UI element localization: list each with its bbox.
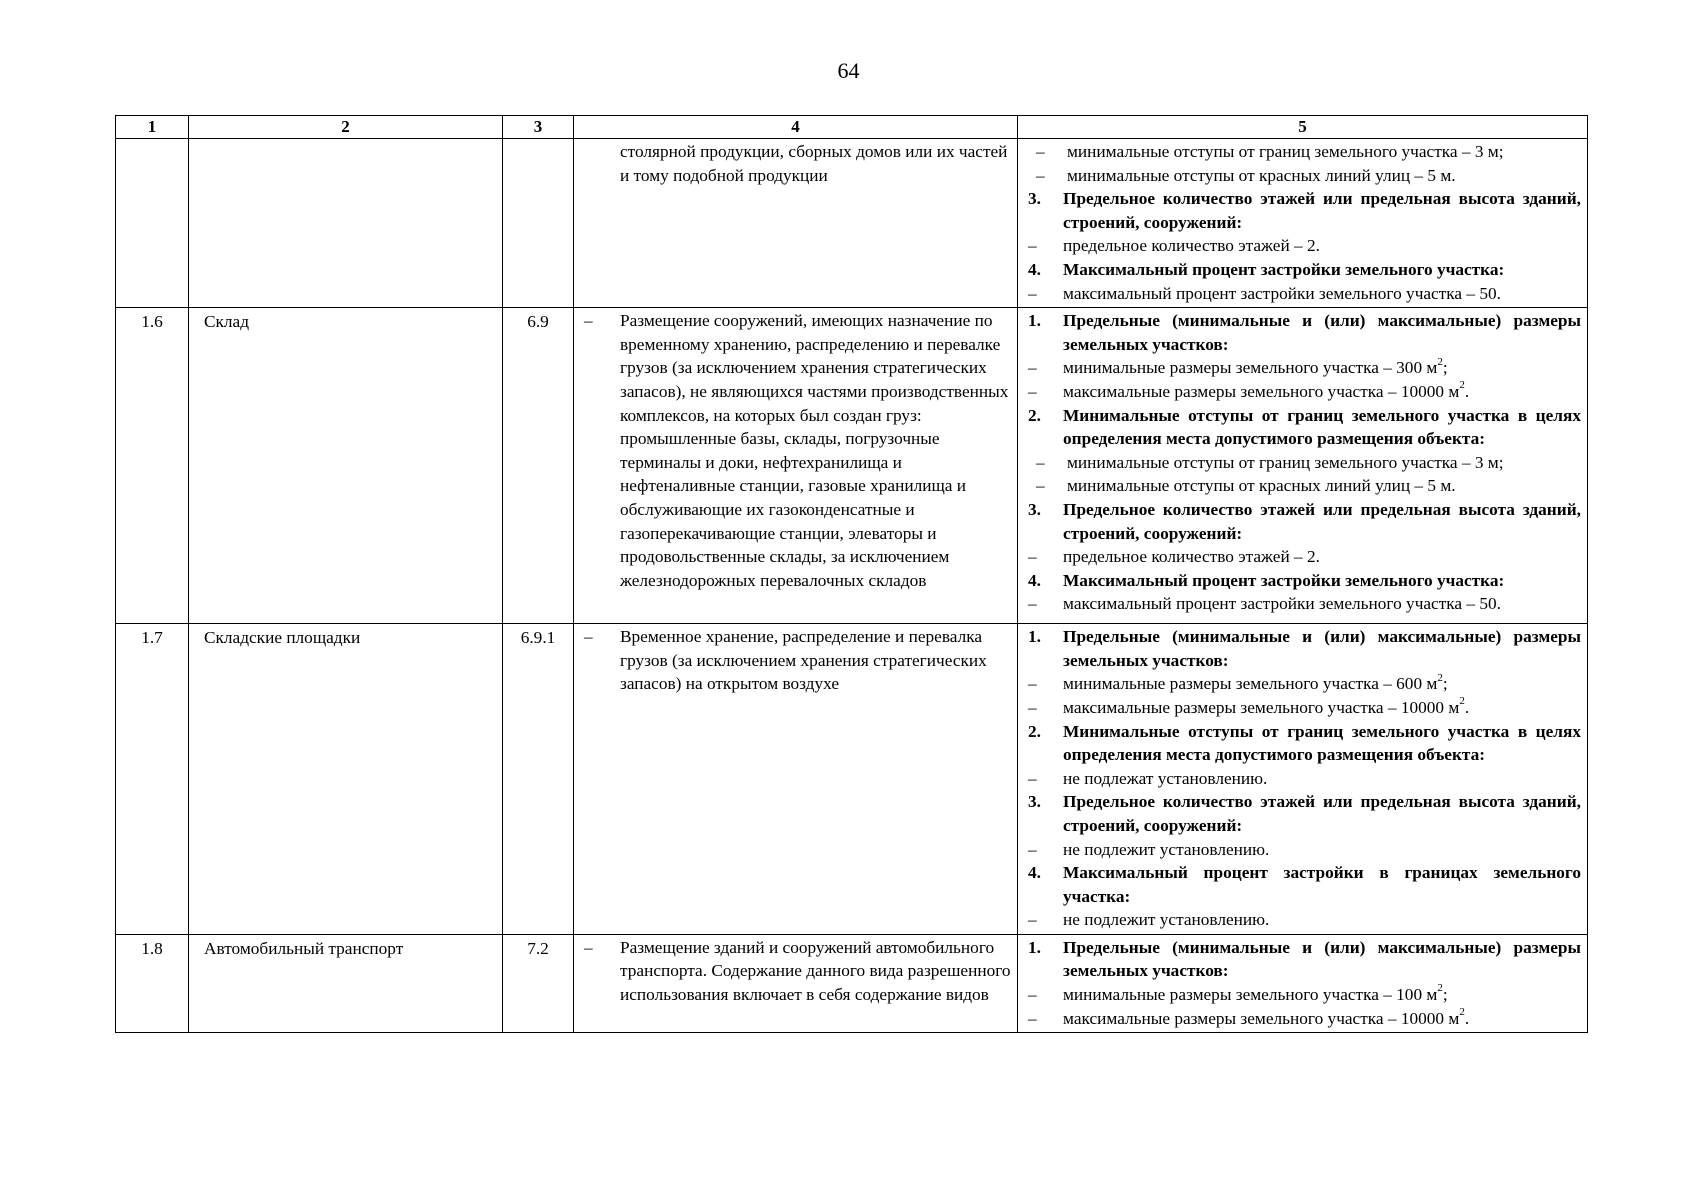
dash-marker: – xyxy=(584,937,593,957)
parameter-text-main: минимальные отступы от границ земельного участка – 3 м; xyxy=(1067,142,1504,161)
parameter-text xyxy=(1063,983,1581,1007)
parameter-value xyxy=(1018,164,1581,188)
dash-marker: – xyxy=(1028,283,1037,303)
dash-marker: – xyxy=(1028,547,1037,567)
description-text: столярной продукции, сборных домов или их частей и тому подобной продукции xyxy=(620,142,1008,185)
item-number: 3. xyxy=(1028,792,1041,812)
punctuation: ; xyxy=(1442,358,1448,378)
use-type-description xyxy=(574,934,1018,1032)
parameter-text xyxy=(1063,258,1581,282)
parameter-text-main: минимальные отступы от границ земельного участка – 3 м; xyxy=(1067,452,1504,472)
parameter-heading xyxy=(1018,720,1581,767)
dash-marker: – xyxy=(1028,910,1037,930)
parameter-text xyxy=(1063,838,1581,862)
parameter-text-main: Минимальные отступы от границ земельного участка в целях определения места допустимого размещения объекта: xyxy=(1063,721,1581,765)
parameter-text-main: максимальные размеры земельного участка – 10000 м xyxy=(1063,1008,1460,1028)
dash-marker: – xyxy=(1036,165,1045,185)
item-number: 2. xyxy=(1028,405,1041,425)
parameters-cell xyxy=(1018,308,1588,624)
parameter-text xyxy=(1063,309,1581,356)
use-type-description xyxy=(574,139,1018,308)
parameter-text xyxy=(1063,545,1581,569)
parameter-text xyxy=(1063,861,1581,908)
parameter-text-main: Предельное количество этажей или предельная высота зданий, строений, сооружений: xyxy=(1063,792,1581,835)
item-number: 4. xyxy=(1028,259,1041,279)
parameter-text-main: максимальный процент застройки земельного участка – 50. xyxy=(1063,283,1501,303)
superscript: 2 xyxy=(1459,695,1465,708)
use-type-code: 7.2 xyxy=(503,934,574,1032)
parameter-heading xyxy=(1018,569,1581,593)
parameter-text-main: Максимальный процент застройки в границах земельного участка: xyxy=(1063,863,1581,906)
parameter-text xyxy=(1063,592,1581,616)
item-number: 3. xyxy=(1028,499,1041,519)
parameter-heading xyxy=(1018,861,1581,908)
item-number: 1. xyxy=(1028,937,1041,957)
superscript: 2 xyxy=(1437,982,1443,995)
row-number: 1.8 xyxy=(116,934,189,1032)
punctuation: . xyxy=(1464,1008,1470,1028)
parameter-text xyxy=(1063,696,1581,720)
parameter-value xyxy=(1018,282,1581,306)
table-row xyxy=(116,624,1588,935)
header-col-5: 5 xyxy=(1018,116,1588,139)
parameter-text xyxy=(1063,672,1581,696)
header-col-1: 1 xyxy=(116,116,189,139)
parameter-text-main: не подлежит установлению. xyxy=(1063,839,1270,859)
parameter-text xyxy=(1063,356,1581,380)
item-number: 3. xyxy=(1028,189,1041,209)
parameter-value xyxy=(1018,908,1581,932)
parameter-text-main: предельное количество этажей – 2. xyxy=(1063,236,1320,256)
parameter-value xyxy=(1018,592,1581,616)
table-row xyxy=(116,139,1588,308)
dash-marker: – xyxy=(1028,985,1037,1005)
parameter-text xyxy=(1063,498,1581,545)
parameter-text xyxy=(1063,767,1581,791)
dash-marker: – xyxy=(1028,697,1037,717)
parameter-text-main: Предельное количество этажей или предельная высота зданий, строений, сооружений: xyxy=(1063,499,1581,543)
punctuation: ; xyxy=(1442,674,1448,694)
dash-marker: – xyxy=(1028,1008,1037,1028)
use-type-description xyxy=(574,624,1018,935)
parameter-text-main: Предельные (минимальные и (или) максимальные) размеры земельных участков: xyxy=(1063,627,1581,670)
dash-marker: – xyxy=(1028,381,1037,401)
parameter-text xyxy=(1063,908,1581,932)
dash-marker: – xyxy=(1028,674,1037,694)
parameter-heading xyxy=(1018,625,1581,672)
parameter-text xyxy=(1063,187,1581,234)
parameter-heading xyxy=(1018,404,1581,451)
parameter-value xyxy=(1018,451,1581,475)
parameter-text xyxy=(1067,164,1581,188)
page-number: 64 xyxy=(837,58,860,83)
parameter-text-main: Предельное количество этажей или предельная высота зданий, строений, сооружений: xyxy=(1063,189,1581,232)
parameter-text-main: Предельные (минимальные и (или) максимальные) размеры земельных участков: xyxy=(1063,311,1581,354)
parameter-value xyxy=(1018,767,1581,791)
parameter-value xyxy=(1018,234,1581,258)
table-row xyxy=(116,308,1588,624)
row-number: 1.6 xyxy=(116,308,189,624)
parameter-text xyxy=(1067,140,1581,164)
row-number: 1.7 xyxy=(116,624,189,935)
parameter-value xyxy=(1018,672,1581,696)
dash-marker: – xyxy=(1036,142,1045,161)
parameter-heading xyxy=(1018,309,1581,356)
parameter-text-main: минимальные размеры земельного участка – 600 м xyxy=(1063,674,1438,694)
punctuation: . xyxy=(1464,697,1470,717)
use-type-name: Автомобильный транспорт xyxy=(189,934,503,1032)
parameter-value xyxy=(1018,474,1581,498)
parameter-text xyxy=(1063,380,1581,404)
item-number: 1. xyxy=(1028,627,1041,647)
use-type-name xyxy=(189,139,503,308)
parameter-text-main: минимальные размеры земельного участка – 300 м xyxy=(1063,358,1438,378)
item-number: 4. xyxy=(1028,863,1041,883)
parameter-text-main: Минимальные отступы от границ земельного участка в целях определения места допустимого размещения объекта: xyxy=(1063,405,1581,449)
superscript: 2 xyxy=(1459,379,1465,392)
dash-marker: – xyxy=(1036,452,1045,472)
parameter-text-main: минимальные размеры земельного участка – 100 м xyxy=(1063,985,1438,1005)
header-col-4: 4 xyxy=(574,116,1018,139)
use-type-name: Склад xyxy=(189,308,503,624)
punctuation: ; xyxy=(1442,985,1448,1005)
dash-marker: – xyxy=(584,311,593,331)
header-col-3: 3 xyxy=(503,116,574,139)
dash-marker: – xyxy=(1028,358,1037,378)
parameters-cell xyxy=(1018,934,1588,1032)
parameter-text xyxy=(1063,936,1581,983)
parameter-text-main: Максимальный процент застройки земельного участка: xyxy=(1063,570,1505,590)
parameters-cell xyxy=(1018,139,1588,308)
parameter-heading xyxy=(1018,187,1581,234)
parameters-cell xyxy=(1018,624,1588,935)
use-type-code xyxy=(503,139,574,308)
parameter-text xyxy=(1067,474,1581,498)
parameter-text xyxy=(1063,625,1581,672)
row-number xyxy=(116,139,189,308)
header-row xyxy=(116,116,1588,139)
parameter-heading xyxy=(1018,790,1581,837)
use-type-name: Складские площадки xyxy=(189,624,503,935)
parameter-text xyxy=(1067,451,1581,475)
item-number: 2. xyxy=(1028,721,1041,741)
dash-marker: – xyxy=(1028,839,1037,859)
parameter-text xyxy=(1063,569,1581,593)
description-text: Размещение сооружений, имеющих назначение по временному хранению, распределению и перевалке грузов (за исключением хранения стратегических запасов), не являющихся частями производственных комплексов, на которых был создан груз: промышленные базы, склады, погрузочные терминалы и доки, нефтехранилища и нефтеналивные станции, газовые хранилища и обслуживающие их газоконденсатные и газоперекачивающие станции, элеваторы и продовольственные склады, за исключением железнодорожных перевалочных складов xyxy=(620,311,1009,590)
parameter-value xyxy=(1018,838,1581,862)
header-col-2: 2 xyxy=(189,116,503,139)
parameter-text-main: предельное количество этажей – 2. xyxy=(1063,547,1320,567)
parameter-text-main: максимальный процент застройки земельного участка – 50. xyxy=(1063,594,1501,614)
parameter-value xyxy=(1018,140,1581,164)
table-row xyxy=(116,934,1588,1032)
parameter-value xyxy=(1018,983,1581,1007)
use-type-code: 6.9 xyxy=(503,308,574,624)
parameter-text-main: максимальные размеры земельного участка – 10000 м xyxy=(1063,697,1460,717)
parameter-text-main: минимальные отступы от красных линий улиц – 5 м. xyxy=(1067,165,1456,185)
parameter-text-main: Предельные (минимальные и (или) максимальные) размеры земельных участков: xyxy=(1063,937,1581,981)
dash-marker: – xyxy=(1036,476,1045,496)
parameter-value xyxy=(1018,545,1581,569)
punctuation: . xyxy=(1464,381,1470,401)
parameter-text-main: минимальные отступы от красных линий улиц – 5 м. xyxy=(1067,476,1456,496)
parameter-text xyxy=(1063,790,1581,837)
dash-marker: – xyxy=(584,627,593,647)
description-text: Размещение зданий и сооружений автомобильного транспорта. Содержание данного вида разрешенного использования включает в себя содержание видов xyxy=(620,937,1011,1005)
description-text: Временное хранение, распределение и перевалка грузов (за исключением хранения стратегических запасов) на открытом воздухе xyxy=(620,627,987,694)
parameter-text-main: не подлежит установлению. xyxy=(1063,910,1270,930)
parameter-text xyxy=(1063,720,1581,767)
dash-marker: – xyxy=(1028,236,1037,256)
parameter-heading xyxy=(1018,258,1581,282)
superscript: 2 xyxy=(1437,671,1443,684)
parameter-text-main: не подлежат установлению. xyxy=(1063,768,1268,788)
parameter-text xyxy=(1063,234,1581,258)
item-number: 1. xyxy=(1028,311,1041,331)
parameter-text-main: Максимальный процент застройки земельного участка: xyxy=(1063,259,1505,279)
parameter-value xyxy=(1018,696,1581,720)
parameter-text xyxy=(1063,282,1581,306)
use-type-description xyxy=(574,308,1018,624)
parameter-value xyxy=(1018,1007,1581,1031)
dash-marker: – xyxy=(1028,594,1037,614)
dash-marker: – xyxy=(1028,768,1037,788)
parameter-heading xyxy=(1018,498,1581,545)
parameter-text-main: максимальные размеры земельного участка – 10000 м xyxy=(1063,381,1460,401)
parameter-text xyxy=(1063,404,1581,451)
parameter-text xyxy=(1063,1007,1581,1031)
parameter-value xyxy=(1018,380,1581,404)
item-number: 4. xyxy=(1028,570,1041,590)
superscript: 2 xyxy=(1437,355,1443,368)
use-type-code: 6.9.1 xyxy=(503,624,574,935)
regulations-table xyxy=(115,115,1588,1033)
parameter-value xyxy=(1018,356,1581,380)
parameter-heading xyxy=(1018,936,1581,983)
superscript: 2 xyxy=(1459,1005,1465,1018)
